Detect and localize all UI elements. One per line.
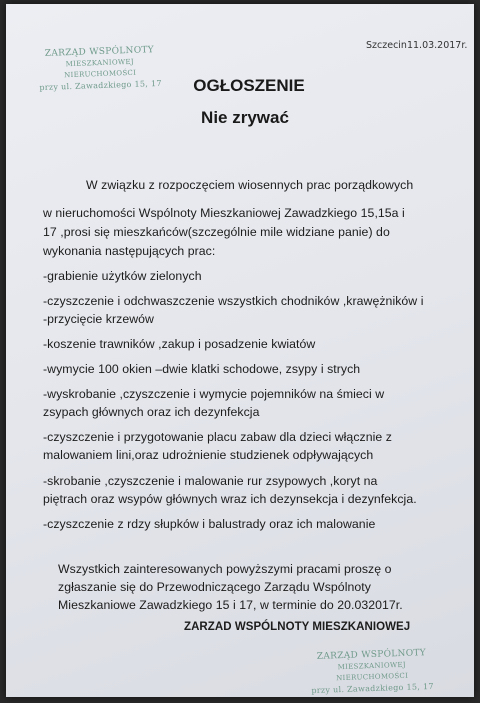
task-item: -skrobanie ,czyszczenie i malowanie rur zsypowych ,koryt na [43, 474, 378, 488]
task-item: malowaniem lini,oraz udrożnienie studzienek odpływających [43, 448, 374, 462]
closing-line: Wszystkich zainteresowanych powyższymi pracami proszę o [58, 562, 392, 576]
intro-line: 17 ,prosi się mieszkańców(szczególnie mile widziane panie) do [43, 225, 390, 239]
closing-line: zgłaszanie się do Przewodniczącego Zarządu Wspólnoty [58, 580, 371, 594]
notice-paper [6, 4, 474, 697]
task-item: -czyszczenie i odchwaszczenie wszystkich chodników ,krawężników i [43, 294, 424, 308]
notice-heading: OGŁOSZENIE [193, 76, 305, 95]
stamp-line-2: MIESZKANIOWEJ NIERUCHOMOŚCI [64, 57, 137, 80]
stamp-line-3: przy ul. Zawadzkiego 15, 17 [311, 681, 434, 696]
intro-line: W związku z rozpoczęciem wiosennych prac porządkowych [86, 178, 414, 192]
task-item: -grabienie użytków zielonych [43, 269, 202, 283]
association-stamp-bottom [301, 648, 442, 697]
task-item: -wymycie 100 okien –dwie klatki schodowe, zsypy i strych [43, 362, 361, 376]
task-item: -koszenie trawników ,zakup i posadzenie kwiatów [43, 337, 316, 351]
notice-date: Szczecin11.03.2017r. [366, 40, 468, 51]
closing-line: Mieszkaniowe Zawadzkiego 15 i 17, w terminie do 20.032017r. [58, 598, 403, 612]
task-item: -czyszczenie i przygotowanie placu zabaw dla dzieci włącznie z [43, 430, 392, 444]
stamp-line-1: ZARZĄD WSPÓLNOTY [316, 648, 427, 662]
stamp-line-2: MIESZKANIOWEJ NIERUCHOMOŚCI [336, 660, 409, 683]
task-item: -czyszczenie z rdzy słupków i balustrady oraz ich malowanie [43, 517, 376, 531]
task-item: zsypach głównych oraz ich dezynfekcja [43, 405, 260, 419]
task-item: -przycięcie krzewów [43, 312, 154, 326]
intro-line: wykonania następujących prac: [43, 244, 216, 258]
stamp-line-1: ZARZĄD WSPÓLNOTY [44, 45, 155, 59]
intro-line: w nieruchomości Wspólnoty Mieszkaniowej Zawadzkiego 15,15a i [43, 206, 405, 220]
stamp-line-3: przy ul. Zawadzkiego 15, 17 [39, 78, 162, 93]
task-item: -wyskrobanie ,czyszczenie i wymycie pojemników na śmieci w [43, 387, 385, 401]
task-item: piętrach oraz wsypów głównych wraz ich dezynsekcja i dezynfekcja. [43, 492, 417, 506]
notice-subheading: Nie zrywać [201, 108, 289, 127]
signature: ZARZAD WSPÓLNOTY MIESZKANIOWEJ [184, 621, 411, 633]
